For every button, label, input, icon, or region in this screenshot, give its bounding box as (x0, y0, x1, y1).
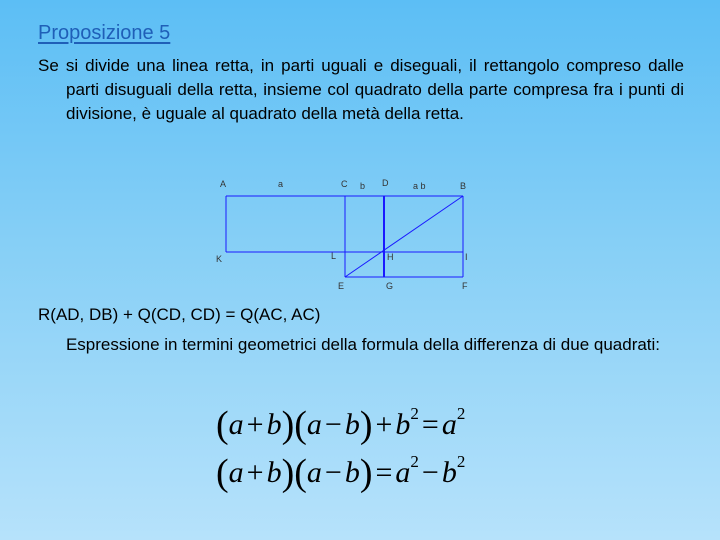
f1-var: b (266, 408, 282, 441)
f2-op: − (324, 456, 342, 489)
f1-var: a (228, 408, 244, 441)
geometric-relation: R(AD, DB) + Q(CD, CD) = Q(AC, AC) (38, 305, 321, 324)
label-b: b (360, 181, 366, 191)
f1-op: + (375, 408, 393, 441)
f1-var: a (441, 408, 457, 441)
proposition-statement: Se si divide una linea retta, in parti uguali e diseguali, il rettangolo compreso dalle parti disuguali della retta, insieme col quadrato della parte compresa fra i punti di divisione, è uguale al quadrato della metà della retta. (38, 56, 684, 123)
f1-paren: ) (281, 404, 295, 446)
label-L: L (331, 251, 337, 261)
label-C: C (341, 179, 348, 189)
formula-1 (216, 405, 465, 445)
diagonal-EB (345, 196, 463, 277)
f2-paren: ( (294, 452, 307, 494)
label-B: B (460, 181, 467, 191)
f1-exponent: 2 (456, 404, 466, 423)
f1-paren: ) (359, 404, 373, 446)
f2-var: b (441, 456, 457, 489)
f2-paren: ) (281, 452, 295, 494)
label-K: K (216, 254, 223, 264)
f1-paren: ( (294, 404, 307, 446)
f1-exponent: 2 (410, 404, 419, 423)
f2-paren: ) (359, 452, 373, 494)
f2-op: − (421, 456, 439, 489)
f1-op: + (246, 408, 264, 441)
f1-paren: ( (216, 404, 229, 446)
f2-var: a (395, 456, 411, 489)
f2-exponent: 2 (410, 452, 419, 471)
f2-paren: ( (216, 452, 229, 494)
label-H: H (387, 252, 394, 262)
f2-var: a (228, 456, 244, 489)
f2-var: b (344, 456, 360, 489)
label-A: A (220, 179, 227, 189)
formula-2 (216, 453, 465, 493)
f2-var: b (266, 456, 282, 489)
f2-exponent: 2 (456, 452, 466, 471)
explanation-text: Espressione in termini geometrici della formula della differenza di due quadrati: (65, 335, 661, 354)
label-G: G (386, 281, 394, 291)
f2-equals: = (375, 456, 393, 489)
label-I: I (465, 252, 468, 262)
f2-var: a (306, 456, 322, 489)
f1-op: − (324, 408, 342, 441)
label-D: D (382, 178, 389, 188)
f1-var: b (395, 408, 411, 441)
geometric-figure (210, 176, 480, 296)
slide-title: Proposizione 5 (38, 22, 171, 44)
label-a-b: a b (413, 181, 426, 191)
f1-var: a (306, 408, 322, 441)
f2-op: + (246, 456, 264, 489)
label-E: E (338, 281, 345, 291)
label-F: F (462, 281, 468, 291)
f1-equals: = (421, 408, 439, 441)
f1-var: b (344, 408, 360, 441)
label-a: a (278, 179, 284, 189)
